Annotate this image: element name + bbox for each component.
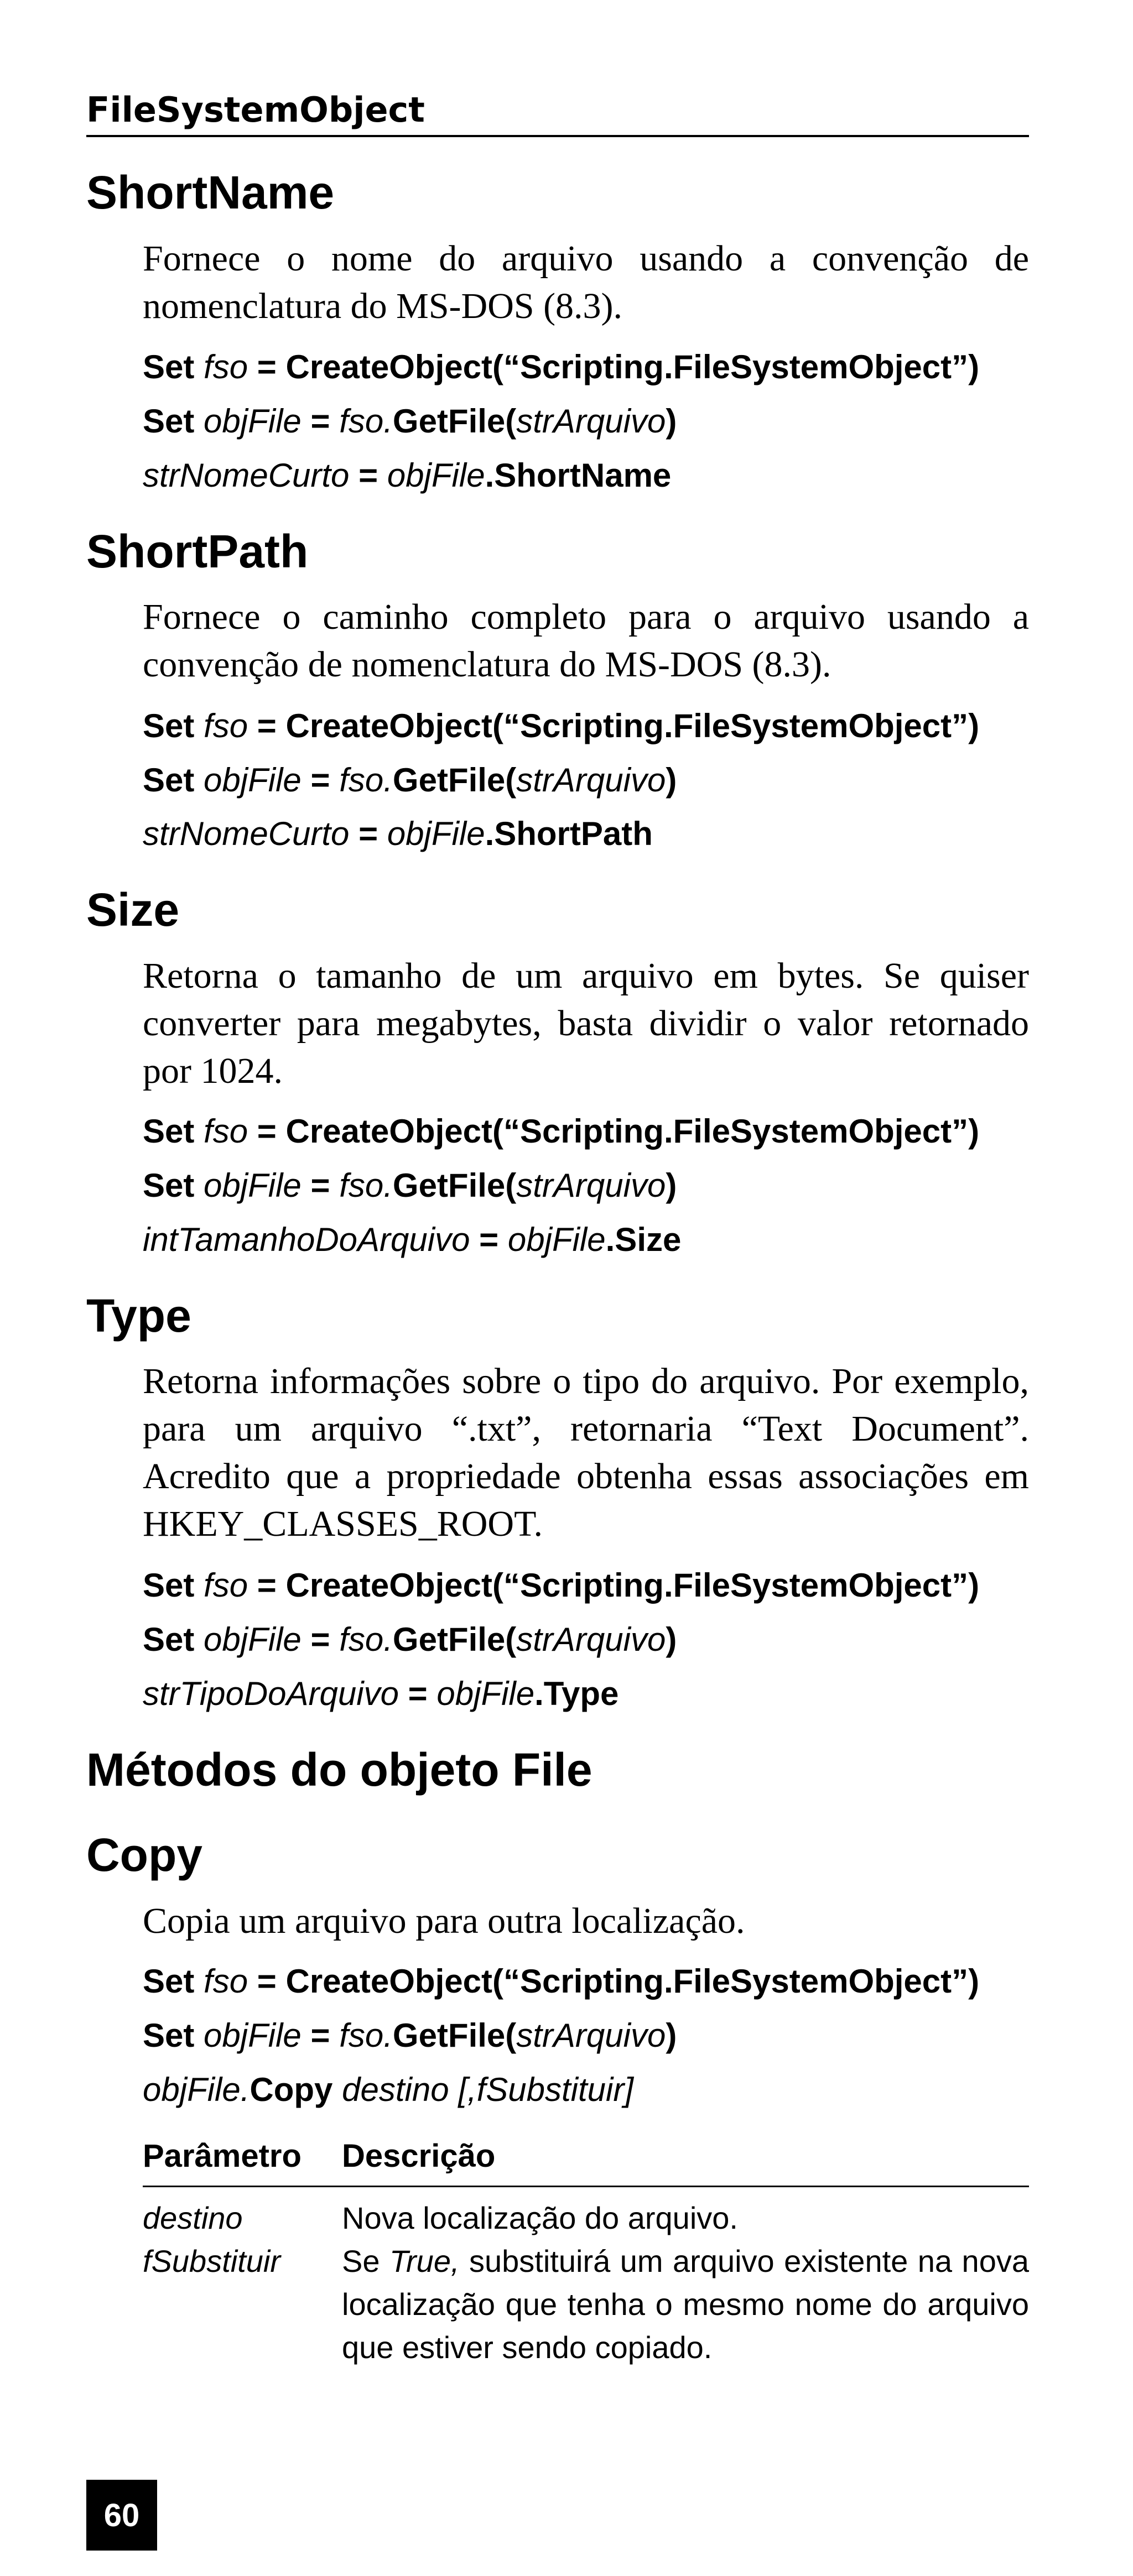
kw-set: Set: [143, 762, 195, 799]
desc-shortpath: Fornece o caminho completo para o arquivo usando a convenção de nomenclatura do MS-DOS (8.3).: [143, 597, 1029, 685]
param-desc-post: substituirá um arquivo existente na nova localização que tenha o mesmo nome do arquivo que estiver sendo copiado.: [342, 2244, 1029, 2365]
dot: .: [605, 1221, 615, 1258]
op-equals: =: [398, 1675, 437, 1712]
heading-methods: Métodos do objeto File: [86, 1744, 593, 1796]
param-desc: Nova localização do arquivo.: [342, 2200, 738, 2235]
heading-size: Size: [86, 884, 180, 936]
kw-set: Set: [143, 1621, 195, 1658]
call-create-object: CreateObject(“Scripting.FileSystemObject”): [285, 348, 980, 385]
desc-size: Retorna o tamanho de um arquivo em bytes. Se quiser converter para megabytes, basta dividir o valor retornado por 1024.: [143, 956, 1029, 1091]
code-line-get-file: [143, 1623, 677, 1656]
method-args: destino [,fSubstituir]: [342, 2071, 634, 2108]
param-table-header: [143, 2140, 1029, 2187]
op-equals: =: [248, 348, 286, 385]
col-header-param: Parâmetro: [143, 2138, 302, 2174]
kw-set: Set: [143, 1567, 195, 1604]
kw-set: Set: [143, 348, 195, 385]
var-fso-dot: fso.: [339, 2017, 393, 2054]
param-desc-pre: Se: [342, 2244, 389, 2278]
op-equals: =: [248, 1963, 286, 2000]
var-objfile: objFile: [387, 815, 485, 852]
code-line-create-object: [143, 1965, 979, 1998]
dot: .: [485, 457, 495, 494]
var-objfile: objFile: [507, 1221, 606, 1258]
op-equals: =: [301, 1167, 340, 1204]
var-objfile: objFile: [204, 1621, 302, 1658]
kw-set: Set: [143, 403, 195, 440]
code-line-property: [143, 817, 653, 851]
param-desc: [342, 2240, 1029, 2369]
call-create-object: CreateObject(“Scripting.FileSystemObject”): [285, 707, 980, 744]
paren-close: ): [666, 762, 677, 799]
var-str-arquivo: strArquivo: [516, 762, 666, 799]
var-fso-dot: fso.: [339, 762, 393, 799]
var-result: strTipoDoArquivo: [143, 1675, 399, 1712]
property-name: ShortPath: [494, 815, 653, 852]
heading-shortpath: ShortPath: [86, 525, 309, 577]
op-equals: =: [470, 1221, 508, 1258]
op-equals: =: [248, 1113, 286, 1150]
code-line-property: [143, 459, 671, 492]
paren-close: ): [666, 403, 677, 440]
var-objfile: objFile: [387, 457, 485, 494]
code-line-create-object: [143, 707, 980, 744]
var-fso-dot: fso.: [339, 1621, 393, 1658]
property-name: Type: [543, 1675, 619, 1712]
var-objfile: objFile: [143, 2071, 241, 2108]
var-objfile: objFile: [204, 762, 302, 799]
var-result: intTamanhoDoArquivo: [143, 1221, 470, 1258]
kw-set: Set: [143, 707, 195, 744]
call-get-file: GetFile(: [392, 1621, 517, 1658]
dot: .: [485, 815, 495, 852]
property-name: Size: [615, 1221, 682, 1258]
kw-set: Set: [143, 2017, 195, 2054]
paren-close: ): [666, 2017, 677, 2054]
paren-close: ): [666, 1167, 677, 1204]
desc-type: Retorna informações sobre o tipo do arquivo. Por exemplo, para um arquivo “.txt”, retornaria “Text Document”. Acredito que a propriedade obtenha essas associações em HKEY_CLASSES_ROOT.: [143, 1361, 1029, 1544]
code-line-method-call: [143, 2073, 633, 2106]
code-line-get-file: [143, 1169, 677, 1202]
var-result: strNomeCurto: [143, 815, 350, 852]
col-header-desc: Descrição: [342, 2138, 496, 2174]
code-line-create-object: [143, 348, 980, 385]
kw-set: Set: [143, 1963, 195, 2000]
running-head: FileSystemObject: [86, 93, 1029, 137]
call-get-file: GetFile(: [392, 2017, 517, 2054]
var-objfile: objFile: [204, 1167, 302, 1204]
code-line-get-file: [143, 2019, 677, 2052]
code-line-create-object: [143, 1115, 979, 1148]
var-str-arquivo: strArquivo: [516, 1167, 666, 1204]
param-name: destino: [143, 2200, 243, 2235]
heading-shortname: ShortName: [86, 166, 335, 218]
code-line-property: [143, 1677, 619, 1711]
code-line-create-object: [143, 1569, 979, 1602]
op-equals: =: [301, 403, 340, 440]
var-fso: fso: [204, 1567, 248, 1604]
var-str-arquivo: strArquivo: [516, 2017, 666, 2054]
op-equals: =: [248, 1567, 286, 1604]
paren-close: ): [666, 1621, 677, 1658]
var-fso: fso: [204, 1113, 248, 1150]
call-create-object: CreateObject(“Scripting.FileSystemObject”): [285, 1567, 980, 1604]
desc-copy: Copia um arquivo para outra localização.: [143, 1901, 745, 1941]
kw-set: Set: [143, 1113, 195, 1150]
param-desc-em: True,: [389, 2244, 460, 2278]
op-equals: =: [349, 457, 387, 494]
call-get-file: GetFile(: [392, 403, 517, 440]
code-line-get-file: [143, 405, 677, 438]
var-str-arquivo: strArquivo: [516, 1621, 666, 1658]
var-objfile: objFile: [204, 2017, 302, 2054]
op-equals: =: [301, 1621, 340, 1658]
var-fso: fso: [204, 707, 248, 744]
var-fso-dot: fso.: [339, 1167, 393, 1204]
heading-copy: Copy: [86, 1829, 202, 1881]
var-str-arquivo: strArquivo: [516, 403, 666, 440]
kw-set: Set: [143, 1167, 195, 1204]
heading-type: Type: [86, 1290, 191, 1342]
var-fso: fso: [204, 348, 248, 385]
call-create-object: CreateObject(“Scripting.FileSystemObject”): [285, 1963, 980, 2000]
call-create-object: CreateObject(“Scripting.FileSystemObject”): [285, 1113, 980, 1150]
var-objfile: objFile: [204, 403, 302, 440]
dot: .: [240, 2071, 250, 2108]
var-fso-dot: fso.: [339, 403, 393, 440]
code-line-get-file: [143, 764, 677, 797]
param-name: fSubstituir: [143, 2244, 280, 2278]
op-equals: =: [301, 762, 340, 799]
op-equals: =: [301, 2017, 340, 2054]
op-equals: =: [248, 707, 286, 744]
call-get-file: GetFile(: [392, 1167, 517, 1204]
call-get-file: GetFile(: [392, 762, 517, 799]
var-fso: fso: [204, 1963, 248, 2000]
method-name: Copy: [250, 2071, 333, 2108]
page-number: 60: [86, 2480, 157, 2551]
var-objfile: objFile: [436, 1675, 535, 1712]
desc-shortname: Fornece o nome do arquivo usando a convenção de nomenclatura do MS-DOS (8.3).: [143, 238, 1029, 326]
var-result: strNomeCurto: [143, 457, 350, 494]
op-equals: =: [349, 815, 387, 852]
property-name: ShortName: [494, 457, 672, 494]
dot: .: [534, 1675, 544, 1712]
code-line-property: [143, 1223, 681, 1256]
